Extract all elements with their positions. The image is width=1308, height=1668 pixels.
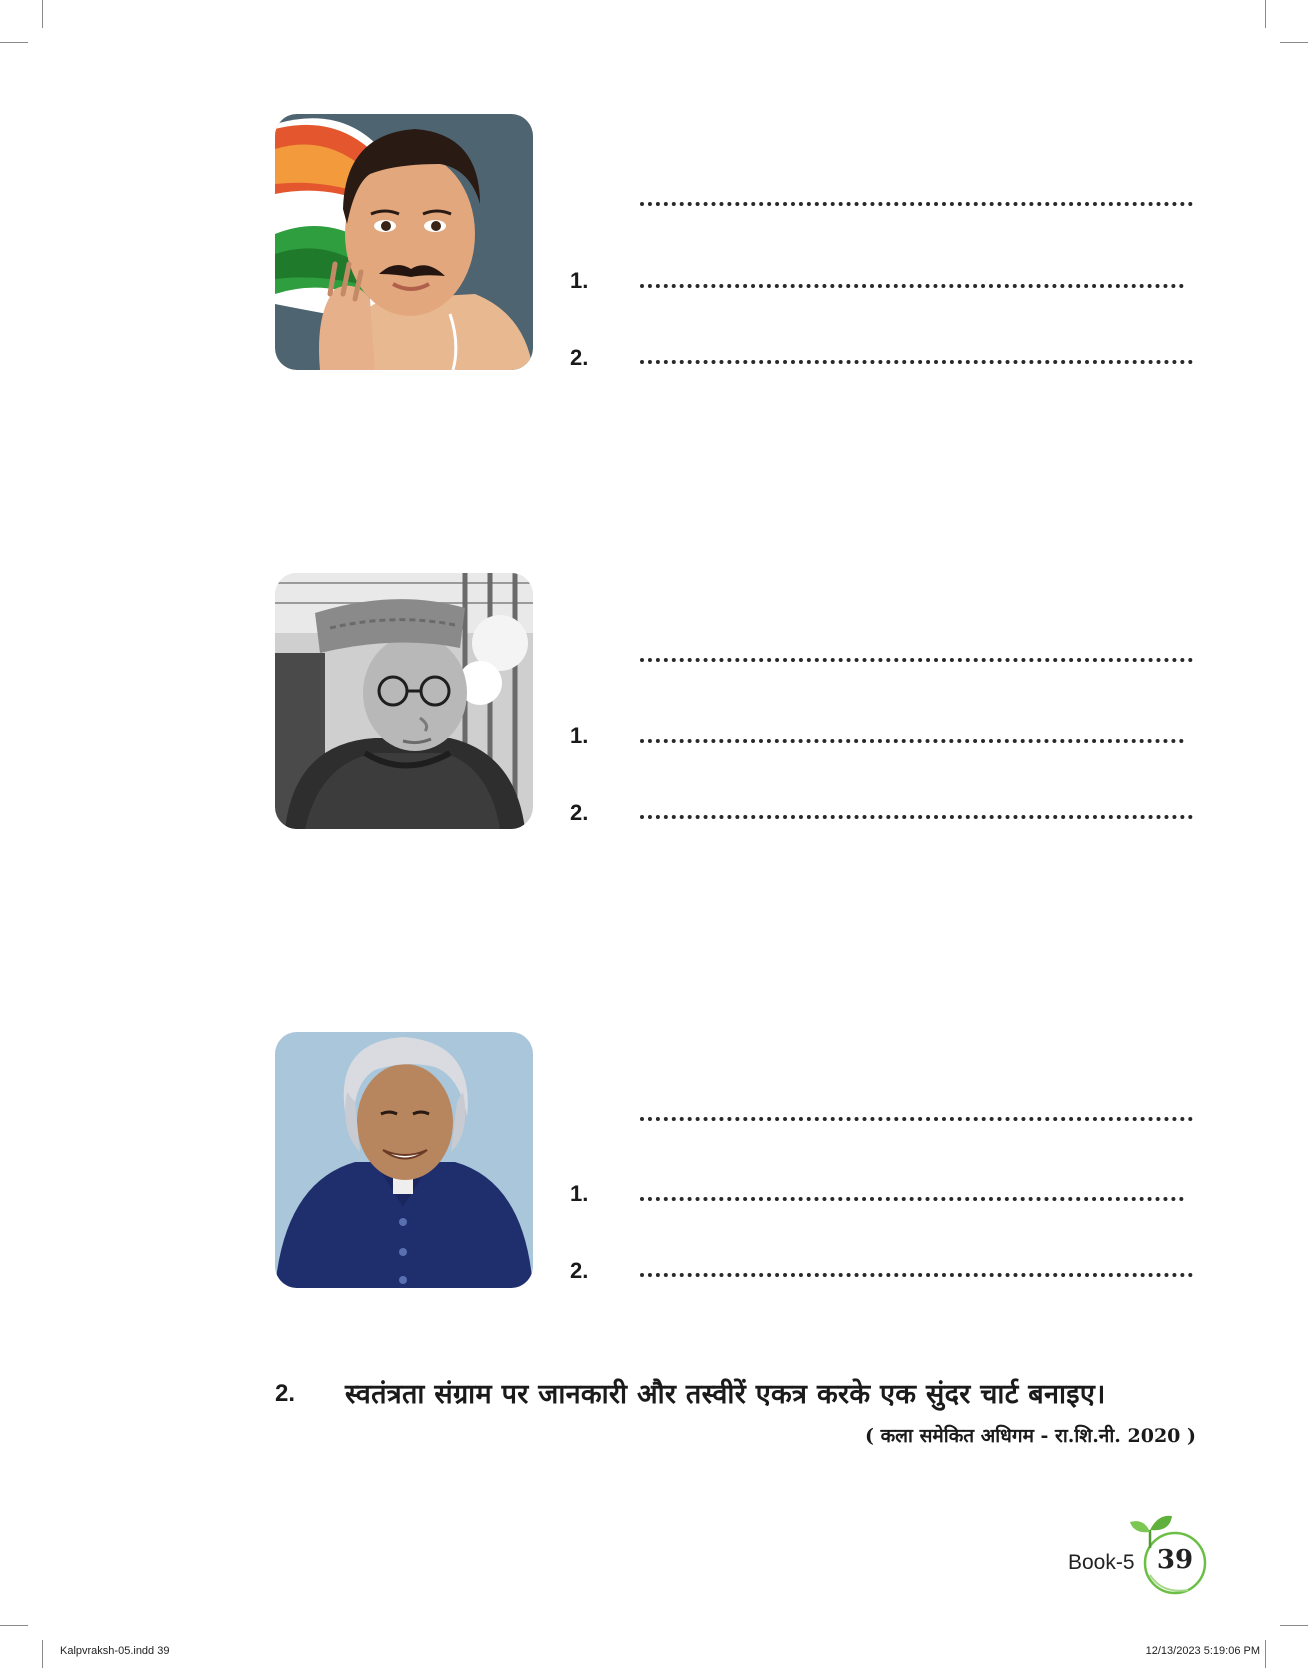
slug-timestamp: 12/13/2023 5:19:06 PM [1145, 1645, 1260, 1657]
question-number: 2. [275, 1380, 296, 1407]
answer-line-2-title[interactable] [640, 658, 1193, 662]
freedom-fighter-portrait-3 [275, 1032, 533, 1288]
freedom-fighter-portrait-1 [275, 114, 533, 370]
crop-mark-bottom-right-v [1265, 1640, 1266, 1668]
answer-line-3-1[interactable] [640, 1197, 1184, 1201]
crop-mark-bottom-right-h [1280, 1625, 1308, 1626]
crop-mark-top-left-h [0, 42, 28, 43]
item-number-1-1: 1. [570, 268, 589, 293]
item-number-2-2: 2. [570, 800, 589, 825]
crop-mark-top-left-v [42, 0, 43, 28]
slug-file-name: Kalpvraksh-05.indd 39 [60, 1645, 170, 1657]
freedom-fighter-portrait-2 [275, 573, 533, 829]
answer-line-2-1[interactable] [640, 739, 1184, 743]
question-note: ( कला समेकित अधिगम - रा.शि.नी. 2020 ) [864, 1425, 1196, 1447]
answer-line-2-2[interactable] [640, 815, 1193, 819]
item-number-1-2: 2. [570, 345, 589, 370]
item-number-2-1: 1. [570, 723, 589, 748]
item-number-3-2: 2. [570, 1258, 589, 1283]
crop-mark-top-right-v [1265, 0, 1266, 28]
answer-line-3-title[interactable] [640, 1117, 1193, 1121]
answer-line-1-title[interactable] [640, 202, 1193, 206]
book-label: Book-5 [1068, 1551, 1135, 1574]
answer-line-1-1[interactable] [640, 284, 1184, 288]
item-number-3-1: 1. [570, 1181, 589, 1206]
crop-mark-bottom-left-v [42, 1640, 43, 1668]
page-number: 39 [1156, 1545, 1194, 1575]
answer-line-3-2[interactable] [640, 1273, 1193, 1277]
answer-line-1-2[interactable] [640, 360, 1193, 364]
question-text: स्वतंत्रता संग्राम पर जानकारी और तस्वीरें एकत्र करके एक सुंदर चार्ट बनाइए। [345, 1379, 1106, 1410]
crop-mark-top-right-h [1280, 42, 1308, 43]
crop-mark-bottom-left-h [0, 1625, 28, 1626]
